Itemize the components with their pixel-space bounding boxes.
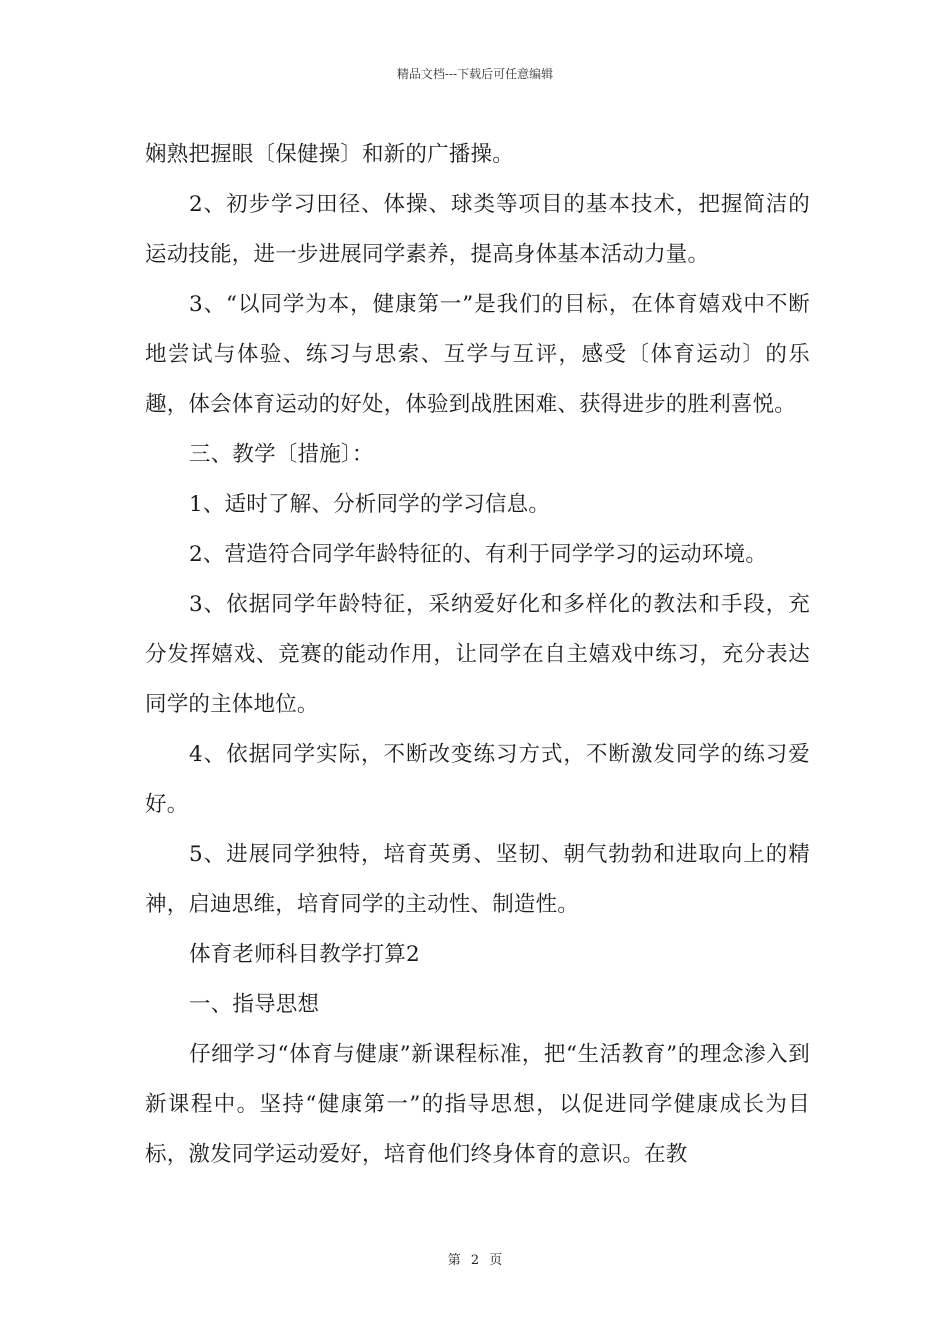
- paragraph-3: 3、“以同学为本，健康第一”是我们的目标，在体育嬉戏中不断地尝试与体验、练习与思索、互学与互评，感受〔体育运动〕的乐趣，体会体育运动的好处，体验到战胜困难、获得进步的胜利喜悦。: [145, 292, 810, 417]
- document-subtitle: 体育老师科目教学打算2: [189, 942, 420, 967]
- page-number-suffix: 页: [489, 1253, 503, 1268]
- paragraph-measure-1: 1、适时了解、分析同学的学习信息。: [189, 492, 551, 517]
- paragraph-measure-4: 4、依据同学实际，不断改变练习方式，不断激发同学的练习爱好。: [145, 742, 810, 817]
- document-body: [145, 130, 810, 1180]
- section-heading-guiding-ideology: 一、指导思想: [189, 992, 320, 1017]
- page-footer: [0, 1253, 950, 1269]
- paragraph-measure-2: 2、营造符合同学年龄特征的、有利于同学学习的运动环境。: [189, 542, 768, 567]
- page-header: 精品文档---下载后可任意编辑: [396, 67, 554, 81]
- paragraph-measure-3: 3、依据同学年龄特征，采纳爱好化和多样化的教法和手段，充分发挥嬉戏、竞赛的能动作用，让同学在自主嬉戏中练习，充分表达同学的主体地位。: [145, 592, 810, 717]
- paragraph-guiding-ideology: 仔细学习“体育与健康”新课程标准，把“生活教育”的理念渗入到新课程中。坚持“健康第一”的指导思想，以促进同学健康成长为目标，激发同学运动爱好，培育他们终身体育的意识。在教: [145, 1042, 810, 1167]
- paragraph-2: 2、初步学习田径、体操、球类等项目的基本技术，把握简洁的运动技能，进一步进展同学素养，提高身体基本活动力量。: [145, 192, 810, 267]
- paragraph-1: 娴熟把握眼〔保健操〕和新的广播操。: [145, 142, 514, 167]
- section-heading-measures: 三、教学〔措施〕：: [189, 442, 374, 467]
- page-number-prefix: 第: [447, 1253, 461, 1268]
- page-number: 2: [470, 1253, 480, 1268]
- paragraph-measure-5: 5、进展同学独特，培育英勇、坚韧、朝气勃勃和进取向上的精神，启迪思维，培育同学的主动性、制造性。: [145, 842, 810, 917]
